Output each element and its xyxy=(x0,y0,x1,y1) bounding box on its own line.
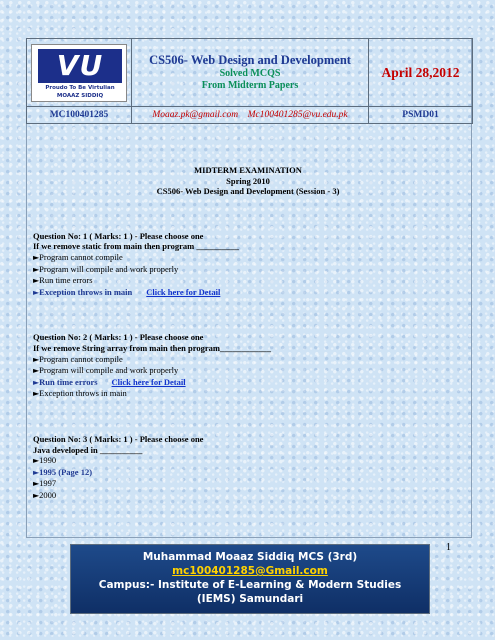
logo-author: MOAAZ SIDDIQ xyxy=(56,92,104,99)
exam-term: Spring 2010 xyxy=(226,175,270,186)
code-cell xyxy=(369,107,473,124)
course-title: CS506- Web Design and Development xyxy=(149,53,351,67)
detail-link[interactable]: Click here for Detail xyxy=(146,286,221,297)
option-label: Exception throws in main xyxy=(39,388,127,399)
email-secondary[interactable]: Mc100401285@vu.edu.pk xyxy=(247,110,348,120)
answer-option xyxy=(33,275,463,287)
footer-banner xyxy=(70,544,430,614)
answer-option xyxy=(33,365,463,377)
subtitle: Solved MCQS xyxy=(219,68,281,79)
email-primary[interactable]: Moaaz.pk@gmail.com xyxy=(152,110,239,120)
answer-option xyxy=(33,264,463,276)
option-label: Program cannot compile xyxy=(39,251,123,262)
bullet-arrow-icon: ► xyxy=(33,276,40,286)
bullet-arrow-icon: ► xyxy=(33,287,40,297)
option-label: Program will compile and work properly xyxy=(39,365,179,376)
title-cell xyxy=(132,39,369,107)
question-list xyxy=(33,231,463,502)
footer-email[interactable]: mc100401285@Gmail.com xyxy=(172,565,328,577)
bullet-arrow-icon: ► xyxy=(33,252,40,262)
answer-option-correct xyxy=(33,377,463,389)
bullet-arrow-icon: ► xyxy=(33,366,40,376)
bullet-arrow-icon: ► xyxy=(33,264,40,274)
option-label: Program cannot compile xyxy=(39,353,123,364)
bullet-arrow-icon: ► xyxy=(33,479,40,489)
paper-code: PSMD01 xyxy=(402,110,439,120)
date-cell xyxy=(369,39,473,107)
student-id: MC100401285 xyxy=(49,110,109,120)
student-id-cell xyxy=(27,107,132,124)
exam-heading: MIDTERM EXAMINATION xyxy=(194,165,302,175)
header-table xyxy=(26,38,473,124)
question-text: If we remove String array from main then program____________ xyxy=(33,342,271,353)
question-title: Question No: 3 ( Marks: 1 ) - Please choose one xyxy=(33,433,204,444)
question-block xyxy=(33,434,463,502)
answer-option xyxy=(33,490,463,502)
bullet-arrow-icon: ► xyxy=(33,354,40,364)
logo-tagline: Proudo To Be Virtulian xyxy=(45,84,115,91)
answer-option xyxy=(33,455,463,467)
option-label: 1990 xyxy=(39,455,57,466)
bullet-arrow-icon: ► xyxy=(33,377,40,387)
option-label: Program will compile and work properly xyxy=(39,263,179,274)
question-title: Question No: 1 ( Marks: 1 ) - Please choose one xyxy=(33,230,204,241)
answer-option xyxy=(33,252,463,264)
option-label: 1997 xyxy=(39,478,57,489)
footer-campus-abbr: (IEMS) Samundari xyxy=(196,593,304,605)
exam-course: CS506- Web Design and Development (Session - 3) xyxy=(156,186,340,197)
option-label: 1995 (Page 12) xyxy=(39,466,93,477)
page-number: 1 xyxy=(446,542,451,553)
answer-option xyxy=(33,354,463,366)
option-label: Run time errors xyxy=(39,275,93,286)
option-label: 2000 xyxy=(39,489,57,500)
exam-content xyxy=(33,165,463,501)
detail-link[interactable]: Click here for Detail xyxy=(111,376,186,387)
answer-option xyxy=(33,478,463,490)
answer-option-correct xyxy=(33,467,463,479)
option-label: Exception throws in main xyxy=(39,286,133,297)
question-block xyxy=(33,332,463,400)
footer-name: Muhammad Moaaz Siddiq MCS (3rd) xyxy=(142,551,358,563)
email-cell xyxy=(132,107,369,124)
date-text: April 28,2012 xyxy=(381,64,460,80)
bullet-arrow-icon: ► xyxy=(33,456,40,466)
question-block xyxy=(33,231,463,299)
question-text: If we remove static from main then program __________ xyxy=(33,241,239,252)
answer-option xyxy=(33,388,463,400)
bullet-arrow-icon: ► xyxy=(33,389,40,399)
bullet-arrow-icon: ► xyxy=(33,490,40,500)
vu-logo xyxy=(31,44,127,102)
bullet-arrow-icon: ► xyxy=(33,467,40,477)
footer-campus: Campus:- Institute of E-Learning & Modern Studies xyxy=(98,579,402,591)
question-text: Java developed in __________ xyxy=(33,444,143,455)
question-title: Question No: 2 ( Marks: 1 ) - Please choose one xyxy=(33,332,204,343)
logo-cell xyxy=(27,39,132,107)
subtitle-2: From Midterm Papers xyxy=(201,80,299,91)
option-label: Run time errors xyxy=(39,376,98,387)
logo-letters: VU xyxy=(38,49,122,83)
answer-option-correct xyxy=(33,287,463,299)
